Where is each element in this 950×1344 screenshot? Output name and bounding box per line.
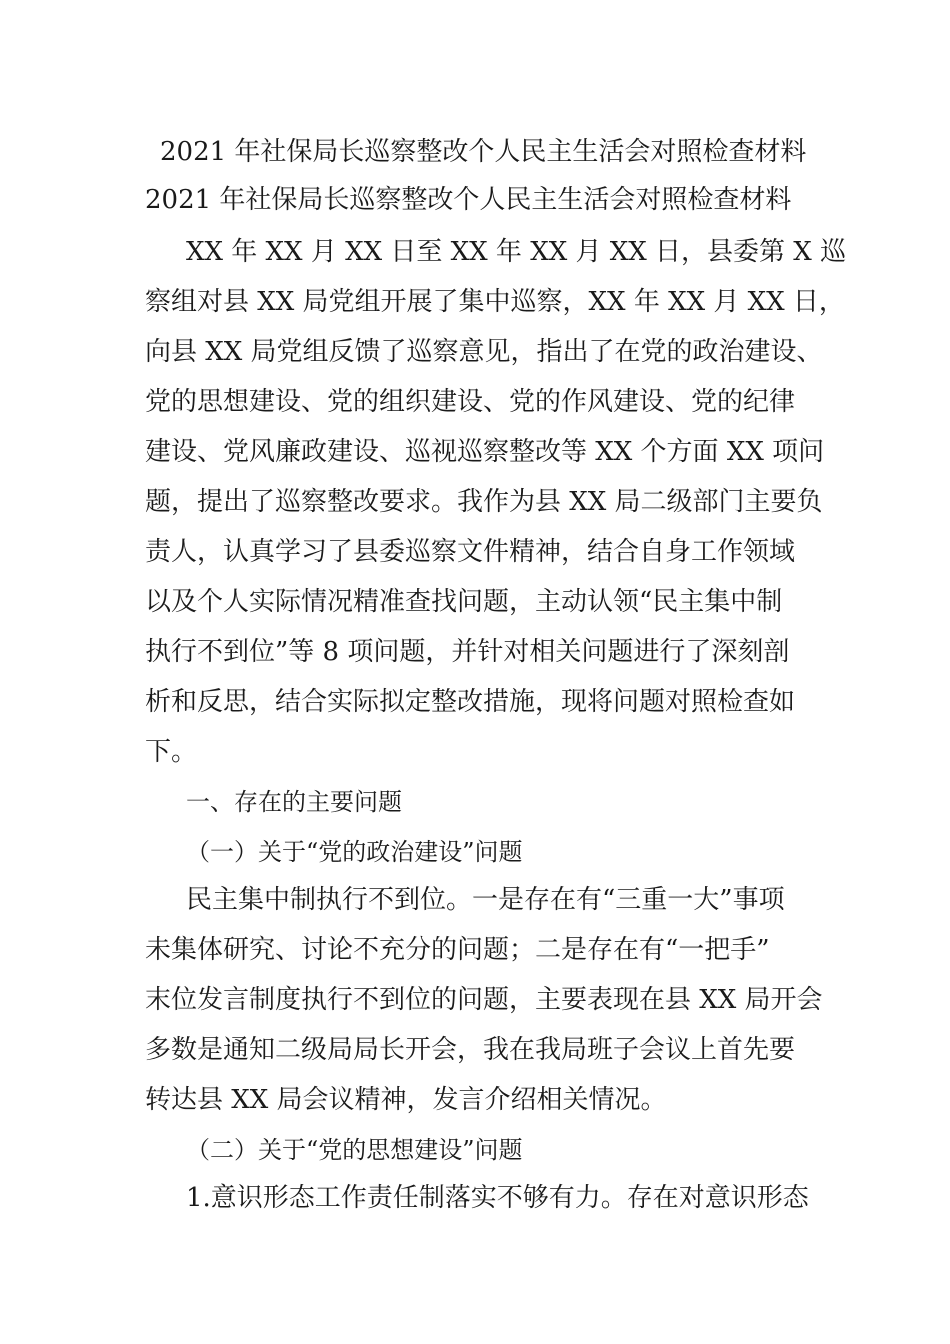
intro-line: 以及个人实际情况精准查找问题，主动认领“民主集中制 <box>145 587 783 617</box>
subsection-heading: （二）关于“党的思想建设”问题 <box>186 1136 523 1164</box>
document-title: 2021 年社保局长巡察整改个人民主生活会对照检查材料 <box>160 137 807 167</box>
intro-line: 责人，认真学习了县委巡察文件精神，结合自身工作领域 <box>145 537 796 567</box>
intro-line: 执行不到位”等 8 项问题，并针对相关问题进行了深刻剖 <box>145 637 790 667</box>
intro-line: 下。 <box>145 737 198 767</box>
body-line: 未集体研究、讨论不充分的问题；二是存在有“一把手” <box>145 935 770 965</box>
intro-line: 建设、党风廉政建设、巡视巡察整改等 XX 个方面 XX 项问 <box>145 437 825 467</box>
body-line: 末位发言制度执行不到位的问题，主要表现在县 XX 局开会 <box>145 985 823 1015</box>
intro-line: XX 年 XX 月 XX 日至 XX 年 XX 月 XX 日，县委第 X 巡 <box>186 237 847 267</box>
intro-line: 题，提出了巡察整改要求。我作为县 XX 局二级部门主要负 <box>145 487 823 517</box>
body-line: 1.意识形态工作责任制落实不够有力。存在对意识形态 <box>186 1183 809 1213</box>
body-line: 转达县 XX 局会议精神，发言介绍相关情况。 <box>145 1085 667 1115</box>
intro-line: 向县 XX 局党组反馈了巡察意见，指出了在党的政治建设、 <box>145 337 823 367</box>
intro-line: 察组对县 XX 局党组开展了集中巡察，XX 年 XX 月 XX 日， <box>145 287 845 317</box>
document-title-repeat: 2021 年社保局长巡察整改个人民主生活会对照检查材料 <box>145 185 792 215</box>
subsection-heading: （一）关于“党的政治建设”问题 <box>186 838 523 866</box>
intro-line: 党的思想建设、党的组织建设、党的作风建设、党的纪律 <box>145 387 796 417</box>
section-heading: 一、存在的主要问题 <box>186 788 402 816</box>
intro-line: 析和反思，结合实际拟定整改措施，现将问题对照检查如 <box>145 687 796 717</box>
body-line: 民主集中制执行不到位。一是存在有“三重一大”事项 <box>186 885 785 915</box>
body-line: 多数是通知二级局局长开会，我在我局班子会议上首先要 <box>145 1035 796 1065</box>
